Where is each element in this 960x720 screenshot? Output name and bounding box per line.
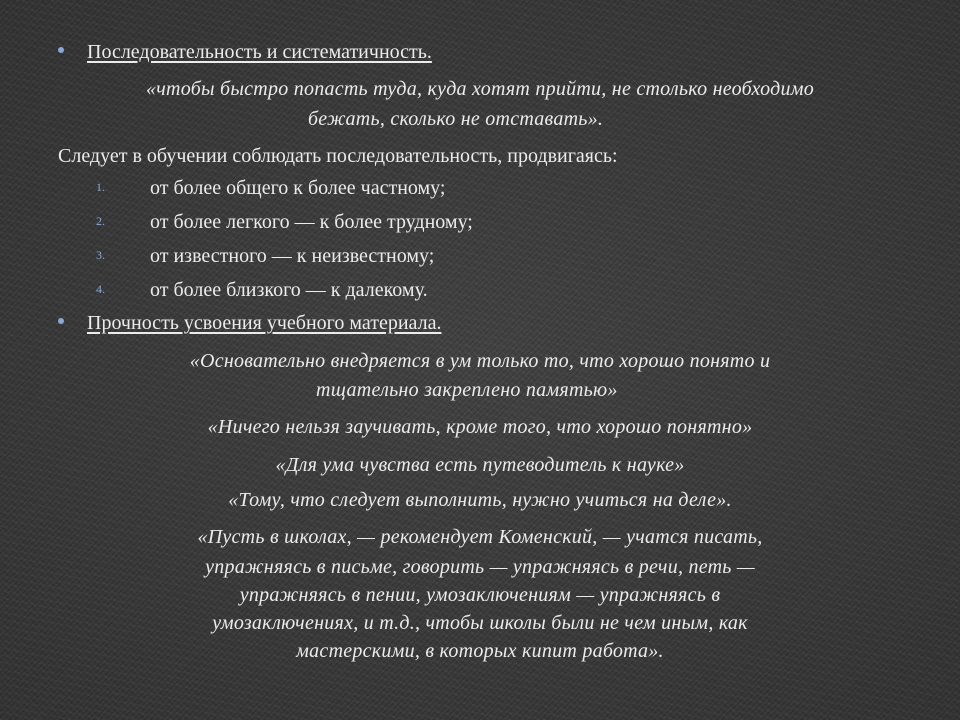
bullet-icon bbox=[58, 47, 64, 53]
list-item-number: 2. bbox=[96, 214, 105, 228]
list-item: от известного — к неизвестному; bbox=[150, 245, 435, 267]
list-item: от более близкого — к далекому. bbox=[150, 279, 428, 301]
section2-quote5-line2: упражняясь в письме, говорить — упражняясь в речи, петь — bbox=[205, 556, 755, 578]
section2-quote2: «Ничего нельзя заучивать, кроме того, что хорошо понятно» bbox=[207, 416, 753, 438]
section2-quote4: «Тому, что следует выполнить, нужно учиться на деле». bbox=[228, 489, 732, 511]
list-item-number: 3. bbox=[96, 248, 105, 262]
section2-quote5-line4: умозаключениях, и т.д., чтобы школы были не чем иным, как bbox=[212, 612, 748, 634]
list-item: от более общего к более частному; bbox=[150, 177, 446, 199]
section1-intro: Следует в обучении соблюдать последовательность, продвигаясь: bbox=[58, 145, 618, 167]
section2-quote5-line5: мастерскими, в которых кипит работа». bbox=[296, 640, 664, 662]
section2-quote5-line1: «Пусть в школах, — рекомендует Коменский, — учатся писать, bbox=[197, 526, 763, 548]
section2-quote5-line3: упражняясь в пении, умозаключениям — упражняясь в bbox=[239, 584, 721, 606]
section1-quote-line1: «чтобы быстро попасть туда, куда хотят прийти, не столько необходимо bbox=[145, 78, 815, 100]
list-item: от более легкого — к более трудному; bbox=[150, 211, 473, 233]
list-item-number: 4. bbox=[96, 282, 105, 296]
section2-heading: Прочность усвоения учебного материала. bbox=[87, 312, 442, 334]
section2-quote1-line2: тщательно закреплено памятью» bbox=[316, 379, 618, 401]
section1-quote-line2: бежать, сколько не отставать». bbox=[308, 108, 604, 130]
list-item-number: 1. bbox=[96, 180, 105, 194]
section1-heading: Последовательность и систематичность. bbox=[87, 41, 432, 63]
section2-quote1-line1: «Основательно внедряется в ум только то, что хорошо понято и bbox=[189, 350, 771, 372]
bullet-icon bbox=[58, 318, 64, 324]
section2-quote3: «Для ума чувства есть путеводитель к науке» bbox=[275, 454, 685, 476]
